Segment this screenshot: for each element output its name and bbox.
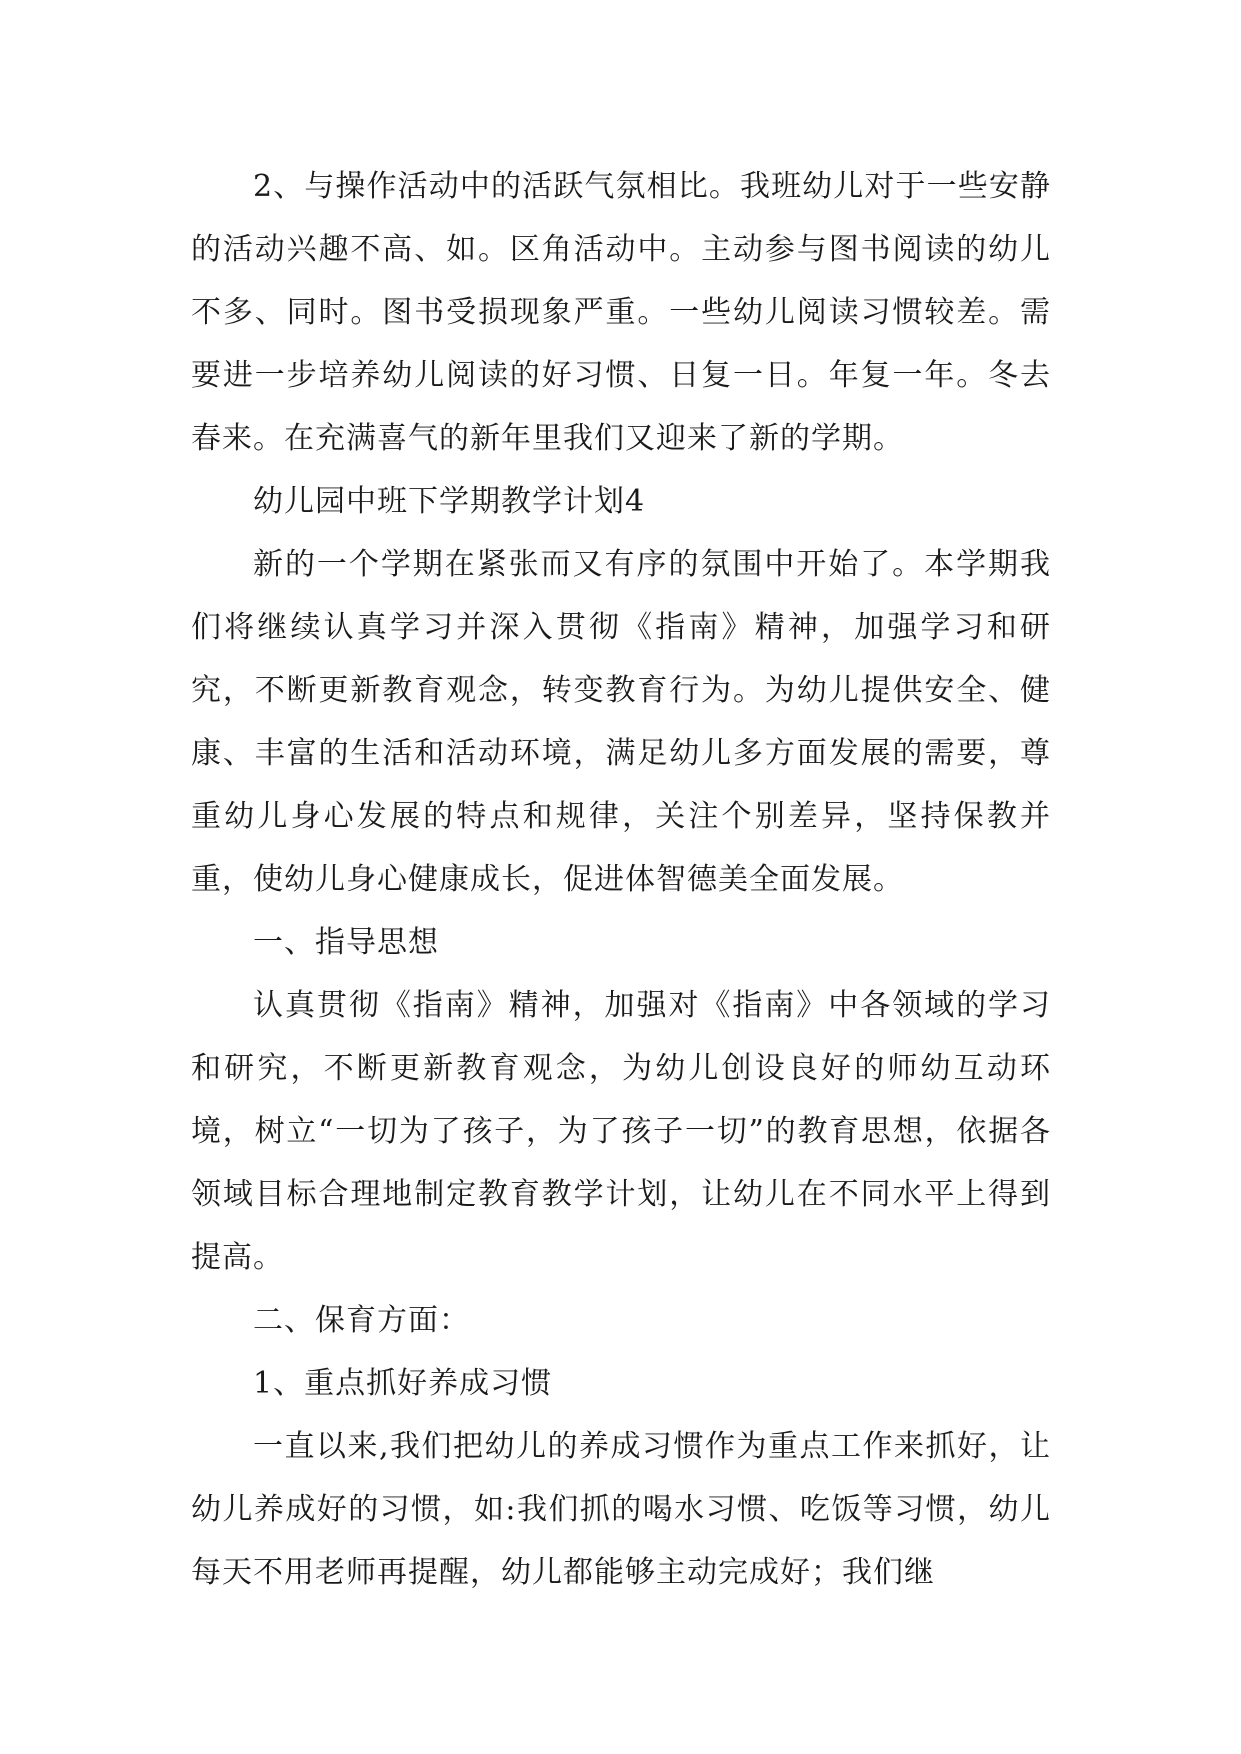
paragraph-semester-intro: 新的一个学期在紧张而又有序的氛围中开始了。本学期我们将继续认真学习并深入贯彻《指南》精神，加强学习和研究，不断更新教育观念，转变教育行为。为幼儿提供安全、健康、丰富的生活和活动环境，满足幼儿多方面发展的需要，尊重幼儿身心发展的特点和规律，关注个别差异，坚持保教并重，使幼儿身心健康成长，促进体智德美全面发展。	[191, 547, 1051, 897]
heading-childcare: 二、保育方面：	[253, 1303, 470, 1338]
paragraph-guiding-ideology: 认真贯彻《指南》精神，加强对《指南》中各领域的学习和研究，不断更新教育观念，为幼儿创设良好的师幼互动环境，树立“一切为了孩子，为了孩子一切”的教育思想，依据各领域目标合理地制定教育教学计划，让幼儿在不同水平上得到提高。	[191, 988, 1051, 1275]
document-page	[191, 155, 1051, 1604]
heading-habits: 1、重点抓好养成习惯	[253, 1366, 553, 1401]
heading-guiding-ideology: 一、指导思想	[253, 925, 439, 960]
section-title-plan-4: 幼儿园中班下学期教学计划4	[253, 484, 646, 519]
paragraph-habits: 一直以来,我们把幼儿的养成习惯作为重点工作来抓好，让幼儿养成好的习惯，如:我们抓的喝水习惯、吃饭等习惯，幼儿每天不用老师再提醒，幼儿都能够主动完成好；我们继	[191, 1429, 1051, 1590]
paragraph-reading-habits: 2、与操作活动中的活跃气氛相比。我班幼儿对于一些安静的活动兴趣不高、如。区角活动中。主动参与图书阅读的幼儿不多、同时。图书受损现象严重。一些幼儿阅读习惯较差。需要进一步培养幼儿阅读的好习惯、日复一日。年复一年。冬去春来。在充满喜气的新年里我们又迎来了新的学期。	[191, 169, 1051, 456]
